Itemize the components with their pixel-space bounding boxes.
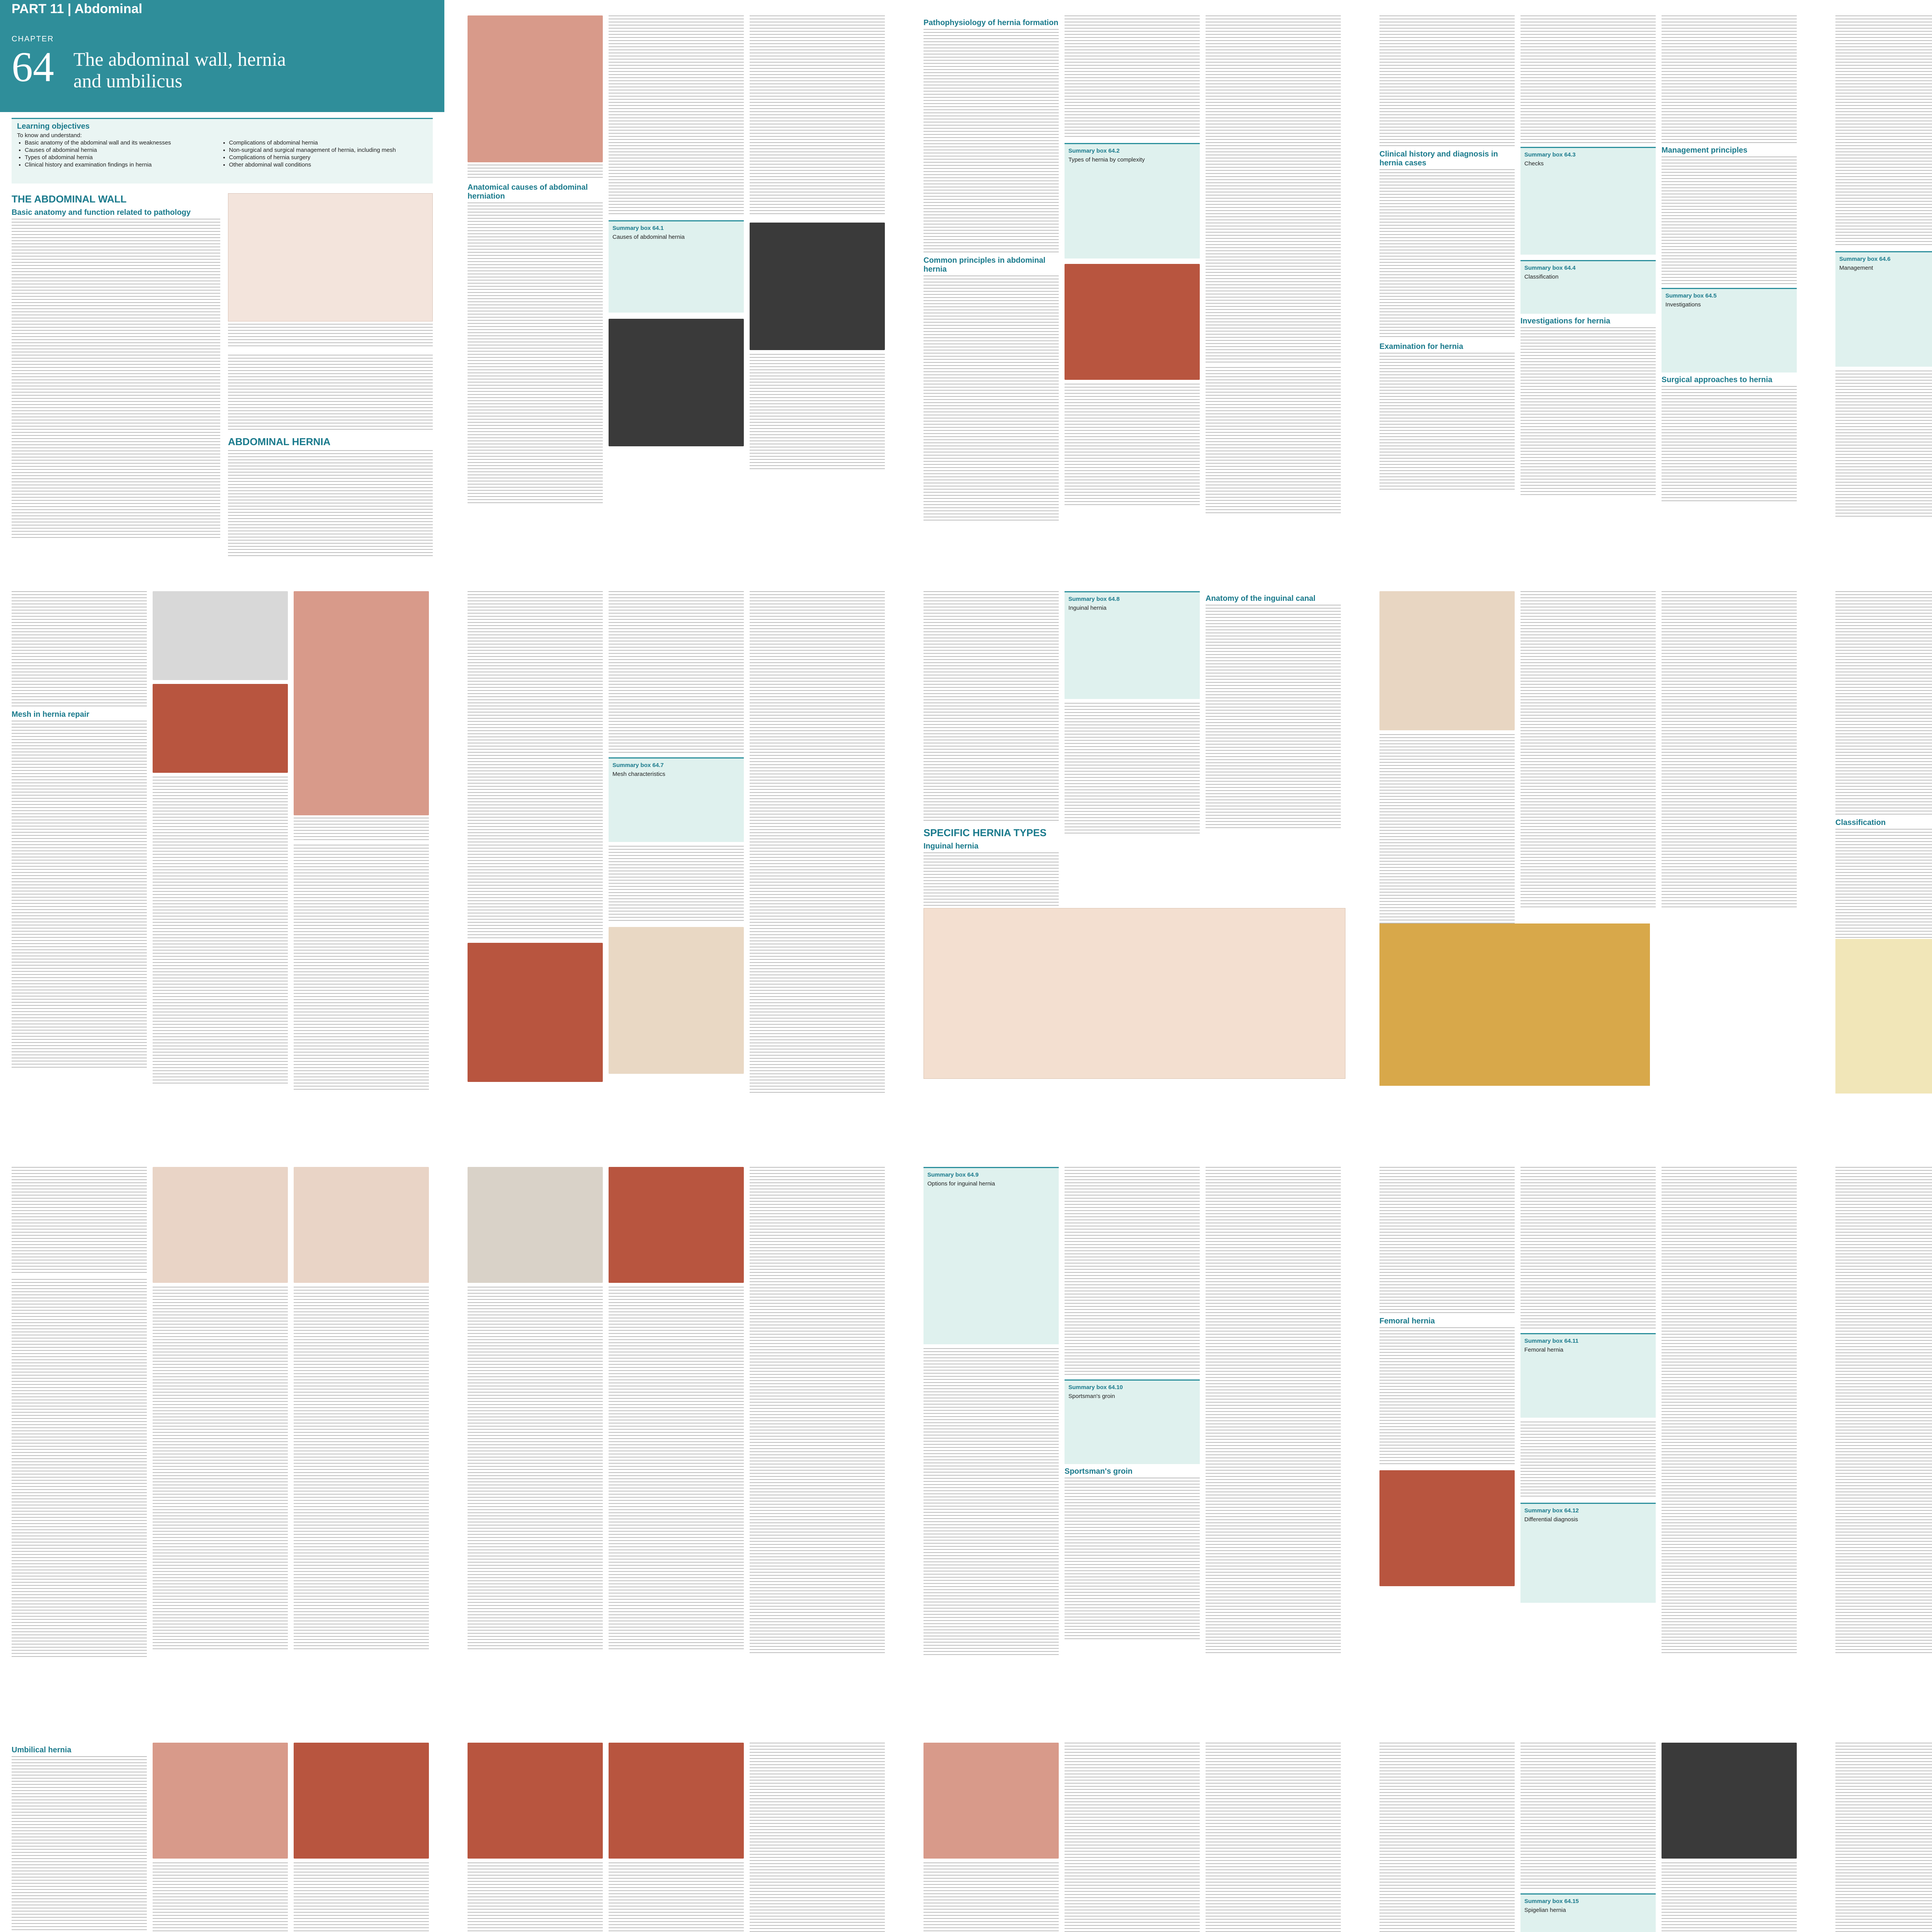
page-2 bbox=[456, 0, 900, 558]
body-text bbox=[750, 591, 885, 1094]
page-11 bbox=[0, 1151, 444, 1710]
body-text bbox=[153, 777, 288, 1086]
ct-scan-image bbox=[750, 223, 885, 350]
summary-box-subtitle: Classification bbox=[1524, 274, 1559, 280]
subsection-heading: Sportsman's groin bbox=[1065, 1467, 1133, 1476]
surgical-photo bbox=[153, 684, 288, 773]
body-text bbox=[1662, 591, 1797, 908]
body-text bbox=[1835, 829, 1932, 945]
summary-box-subtitle: Checks bbox=[1524, 160, 1544, 167]
summary-box-subtitle: Mesh characteristics bbox=[612, 771, 665, 777]
summary-box bbox=[1065, 1379, 1200, 1464]
summary-box bbox=[1065, 591, 1200, 699]
body-text bbox=[923, 276, 1059, 523]
subsection-heading: Mesh in hernia repair bbox=[12, 710, 90, 719]
summary-box-title: Summary box 64.12 bbox=[1524, 1507, 1579, 1514]
inguinal-anatomy-diagram bbox=[1379, 591, 1515, 730]
body-text bbox=[923, 852, 1059, 914]
page-20 bbox=[1824, 1727, 1932, 1932]
body-text bbox=[609, 1287, 744, 1650]
summary-box bbox=[1065, 143, 1200, 259]
body-text bbox=[1065, 1167, 1200, 1376]
summary-box-subtitle: Femoral hernia bbox=[1524, 1347, 1563, 1353]
page-7 bbox=[456, 576, 900, 1134]
body-text bbox=[1662, 386, 1797, 502]
summary-box-subtitle: Differential diagnosis bbox=[1524, 1516, 1578, 1523]
mesh-photo bbox=[294, 591, 429, 815]
body-text bbox=[1379, 353, 1515, 492]
summary-box-title: Summary box 64.4 bbox=[1524, 265, 1576, 271]
ct-scan-image bbox=[609, 319, 744, 446]
body-text bbox=[1520, 591, 1656, 908]
body-text bbox=[1206, 1167, 1341, 1654]
summary-box bbox=[1662, 288, 1797, 372]
summary-box bbox=[923, 1167, 1059, 1344]
summary-box-title: Summary box 64.11 bbox=[1524, 1338, 1579, 1344]
body-text bbox=[1065, 15, 1200, 139]
page-1 bbox=[0, 0, 444, 558]
surgical-photo bbox=[468, 1743, 603, 1859]
chapter-banner bbox=[0, 0, 444, 112]
summary-box-subtitle: Options for inguinal hernia bbox=[927, 1180, 995, 1187]
subsection-heading: Investigations for hernia bbox=[1520, 317, 1611, 325]
subsection-heading: Umbilical hernia bbox=[12, 1746, 71, 1754]
subsection-heading: Management principles bbox=[1662, 146, 1748, 155]
objective-item: • Causes of abdominal hernia bbox=[25, 146, 223, 154]
figure-caption bbox=[294, 818, 429, 841]
body-text bbox=[609, 591, 744, 753]
body-text bbox=[1520, 1167, 1656, 1329]
body-text bbox=[228, 355, 433, 432]
page-16 bbox=[0, 1727, 444, 1932]
body-text bbox=[923, 591, 1059, 823]
objectives-intro: To know and understand: bbox=[17, 132, 82, 139]
body-text bbox=[923, 1862, 1059, 1932]
summary-box-subtitle: Causes of abdominal hernia bbox=[612, 234, 685, 240]
body-text bbox=[1835, 1743, 1932, 1932]
body-text bbox=[12, 591, 147, 707]
body-text bbox=[1662, 15, 1797, 143]
subsection-heading: Basic anatomy and function related to pathology bbox=[12, 208, 191, 217]
body-text bbox=[1065, 703, 1200, 834]
anatomy-diagram-figure bbox=[228, 193, 433, 321]
page-14 bbox=[1368, 1151, 1812, 1710]
repair-diagram bbox=[294, 1167, 429, 1283]
page-5 bbox=[1824, 0, 1932, 558]
summary-box bbox=[1520, 1333, 1656, 1418]
body-text bbox=[294, 1287, 429, 1650]
body-text bbox=[1520, 15, 1656, 143]
body-text bbox=[750, 354, 885, 470]
objective-item: • Clinical history and examination findings in hernia bbox=[25, 161, 223, 168]
page-3 bbox=[912, 0, 1356, 558]
summary-box bbox=[1520, 1503, 1656, 1603]
summary-box bbox=[1520, 260, 1656, 314]
body-text bbox=[1835, 15, 1932, 247]
body-text bbox=[1835, 371, 1932, 517]
body-text bbox=[1065, 384, 1200, 507]
objectives-list bbox=[17, 139, 427, 168]
chapter-label: CHAPTER bbox=[12, 35, 54, 43]
body-text bbox=[609, 1862, 744, 1932]
body-text bbox=[468, 1862, 603, 1932]
summary-box-title: Summary box 64.7 bbox=[612, 762, 664, 769]
objectives-title: Learning objectives bbox=[17, 122, 90, 131]
body-text bbox=[750, 15, 885, 216]
body-text bbox=[609, 15, 744, 216]
page-15 bbox=[1824, 1151, 1932, 1710]
summary-box-subtitle: Sportsman's groin bbox=[1068, 1393, 1115, 1400]
page-8 bbox=[912, 576, 1356, 1134]
body-text bbox=[12, 1756, 147, 1932]
page-4 bbox=[1368, 0, 1812, 558]
summary-box-title: Summary box 64.6 bbox=[1839, 256, 1891, 262]
summary-box-title: Summary box 64.15 bbox=[1524, 1898, 1579, 1905]
subsection-heading: Clinical history and diagnosis in hernia cases bbox=[1379, 150, 1498, 167]
subsection-heading: Anatomy of the inguinal canal bbox=[1206, 594, 1316, 603]
chapter-title: The abdominal wall, hernia and umbilicus bbox=[73, 48, 286, 92]
subsection-heading: Pathophysiology of hernia formation bbox=[923, 19, 1058, 27]
laparoscopic-photo bbox=[609, 1167, 744, 1283]
summary-box-subtitle: Types of hernia by complexity bbox=[1068, 156, 1145, 163]
mesh-photo bbox=[468, 1167, 603, 1283]
summary-box-title: Summary box 64.9 bbox=[927, 1172, 979, 1178]
body-text bbox=[12, 1279, 147, 1658]
ct-scan-image bbox=[1662, 1743, 1797, 1859]
subsection-heading: Surgical approaches to hernia bbox=[1662, 376, 1772, 384]
summary-box-title: Summary box 64.10 bbox=[1068, 1384, 1123, 1391]
clinical-photo bbox=[468, 15, 603, 162]
body-text bbox=[1520, 327, 1656, 497]
page-17 bbox=[456, 1727, 900, 1932]
laparoscopic-photo bbox=[1379, 1470, 1515, 1586]
body-text bbox=[1662, 156, 1797, 284]
page-18 bbox=[912, 1727, 1356, 1932]
objective-item: • Non-surgical and surgical management of hernia, including mesh bbox=[229, 146, 428, 154]
page-19 bbox=[1368, 1727, 1812, 1932]
body-text bbox=[1206, 1743, 1341, 1932]
summary-box-title: Summary box 64.2 bbox=[1068, 148, 1120, 154]
summary-box-subtitle: Spigelian hernia bbox=[1524, 1907, 1566, 1913]
body-text bbox=[468, 202, 603, 504]
body-text bbox=[153, 1287, 288, 1650]
body-text bbox=[1206, 15, 1341, 363]
subsection-heading: Femoral hernia bbox=[1379, 1317, 1435, 1325]
summary-box bbox=[609, 757, 744, 842]
body-text bbox=[1065, 1743, 1200, 1932]
subsection-heading: Classification bbox=[1835, 818, 1886, 827]
subsection-heading: Common principles in abdominal hernia bbox=[923, 256, 1046, 274]
summary-box-subtitle: Management bbox=[1839, 265, 1873, 271]
body-text bbox=[1379, 1167, 1515, 1314]
summary-box-title: Summary box 64.8 bbox=[1068, 596, 1120, 602]
mesh-photo bbox=[153, 591, 288, 680]
summary-box bbox=[1835, 251, 1932, 367]
body-text bbox=[294, 845, 429, 1092]
body-text bbox=[1520, 1422, 1656, 1499]
chapter-number: 64 bbox=[12, 43, 54, 90]
body-text bbox=[750, 1743, 885, 1932]
body-text bbox=[12, 1167, 147, 1275]
body-text bbox=[468, 591, 603, 939]
subsection-heading: Anatomical causes of abdominal herniation bbox=[468, 183, 588, 201]
objective-item: • Complications of abdominal hernia bbox=[229, 139, 428, 146]
body-text bbox=[1662, 1862, 1797, 1932]
section-heading: ABDOMINAL HERNIA bbox=[228, 436, 331, 447]
part-label: PART 11 | Abdominal bbox=[12, 2, 143, 16]
inguinal-diagram bbox=[1835, 939, 1932, 1094]
body-text bbox=[1379, 1327, 1515, 1466]
body-text bbox=[923, 1348, 1059, 1657]
body-text bbox=[12, 219, 220, 539]
body-text bbox=[12, 721, 147, 1068]
page-6 bbox=[0, 576, 444, 1134]
objective-item: • Complications of hernia surgery bbox=[229, 154, 428, 161]
body-text bbox=[1835, 1167, 1932, 1654]
body-text bbox=[294, 1862, 429, 1932]
body-text bbox=[1065, 1478, 1200, 1640]
body-text bbox=[228, 450, 433, 558]
body-text bbox=[1520, 1743, 1656, 1889]
clinical-photo bbox=[923, 1743, 1059, 1859]
body-text bbox=[1379, 1743, 1515, 1932]
summary-box-title: Summary box 64.3 bbox=[1524, 151, 1576, 158]
summary-box-title: Summary box 64.1 bbox=[612, 225, 664, 231]
objective-item: • Basic anatomy of the abdominal wall and its weaknesses bbox=[25, 139, 223, 146]
summary-box-title: Summary box 64.5 bbox=[1665, 293, 1717, 299]
summary-box bbox=[609, 220, 744, 313]
body-text bbox=[153, 1862, 288, 1932]
subsection-heading: Examination for hernia bbox=[1379, 342, 1463, 351]
body-text bbox=[1662, 1167, 1797, 1654]
anatomy-illustration bbox=[1379, 923, 1650, 1086]
body-text bbox=[1835, 591, 1932, 815]
objective-item: • Other abdominal wall conditions bbox=[229, 161, 428, 168]
section-heading: SPECIFIC HERNIA TYPES bbox=[923, 827, 1047, 838]
clinical-photo bbox=[1065, 264, 1200, 380]
summary-box-subtitle: Inguinal hernia bbox=[1068, 605, 1107, 611]
layers-diagram bbox=[609, 927, 744, 1074]
page-12 bbox=[456, 1151, 900, 1710]
surgical-photo bbox=[294, 1743, 429, 1859]
body-text bbox=[468, 1287, 603, 1650]
summary-box bbox=[1520, 1893, 1656, 1932]
summary-box-subtitle: Investigations bbox=[1665, 301, 1701, 308]
figure-caption bbox=[228, 324, 433, 347]
section-heading: THE ABDOMINAL WALL bbox=[12, 193, 127, 205]
body-text bbox=[923, 29, 1059, 253]
learning-objectives bbox=[12, 118, 433, 184]
figure-caption bbox=[468, 165, 603, 180]
body-text bbox=[1206, 605, 1341, 829]
repair-diagram bbox=[153, 1167, 288, 1283]
body-text bbox=[750, 1167, 885, 1654]
body-text bbox=[1206, 367, 1341, 514]
surgical-photo bbox=[468, 943, 603, 1082]
page-9 bbox=[1368, 576, 1812, 1134]
hernia-sites-diagram bbox=[923, 908, 1345, 1079]
subsection-heading: Inguinal hernia bbox=[923, 842, 979, 850]
laparoscopic-photo bbox=[609, 1743, 744, 1859]
page-10 bbox=[1824, 576, 1932, 1134]
objective-item: • Types of abdominal hernia bbox=[25, 154, 223, 161]
body-text bbox=[609, 846, 744, 923]
body-text bbox=[1379, 15, 1515, 147]
body-text bbox=[1379, 169, 1515, 339]
summary-box bbox=[1520, 147, 1656, 255]
clinical-photo bbox=[153, 1743, 288, 1859]
page-13 bbox=[912, 1151, 1356, 1710]
